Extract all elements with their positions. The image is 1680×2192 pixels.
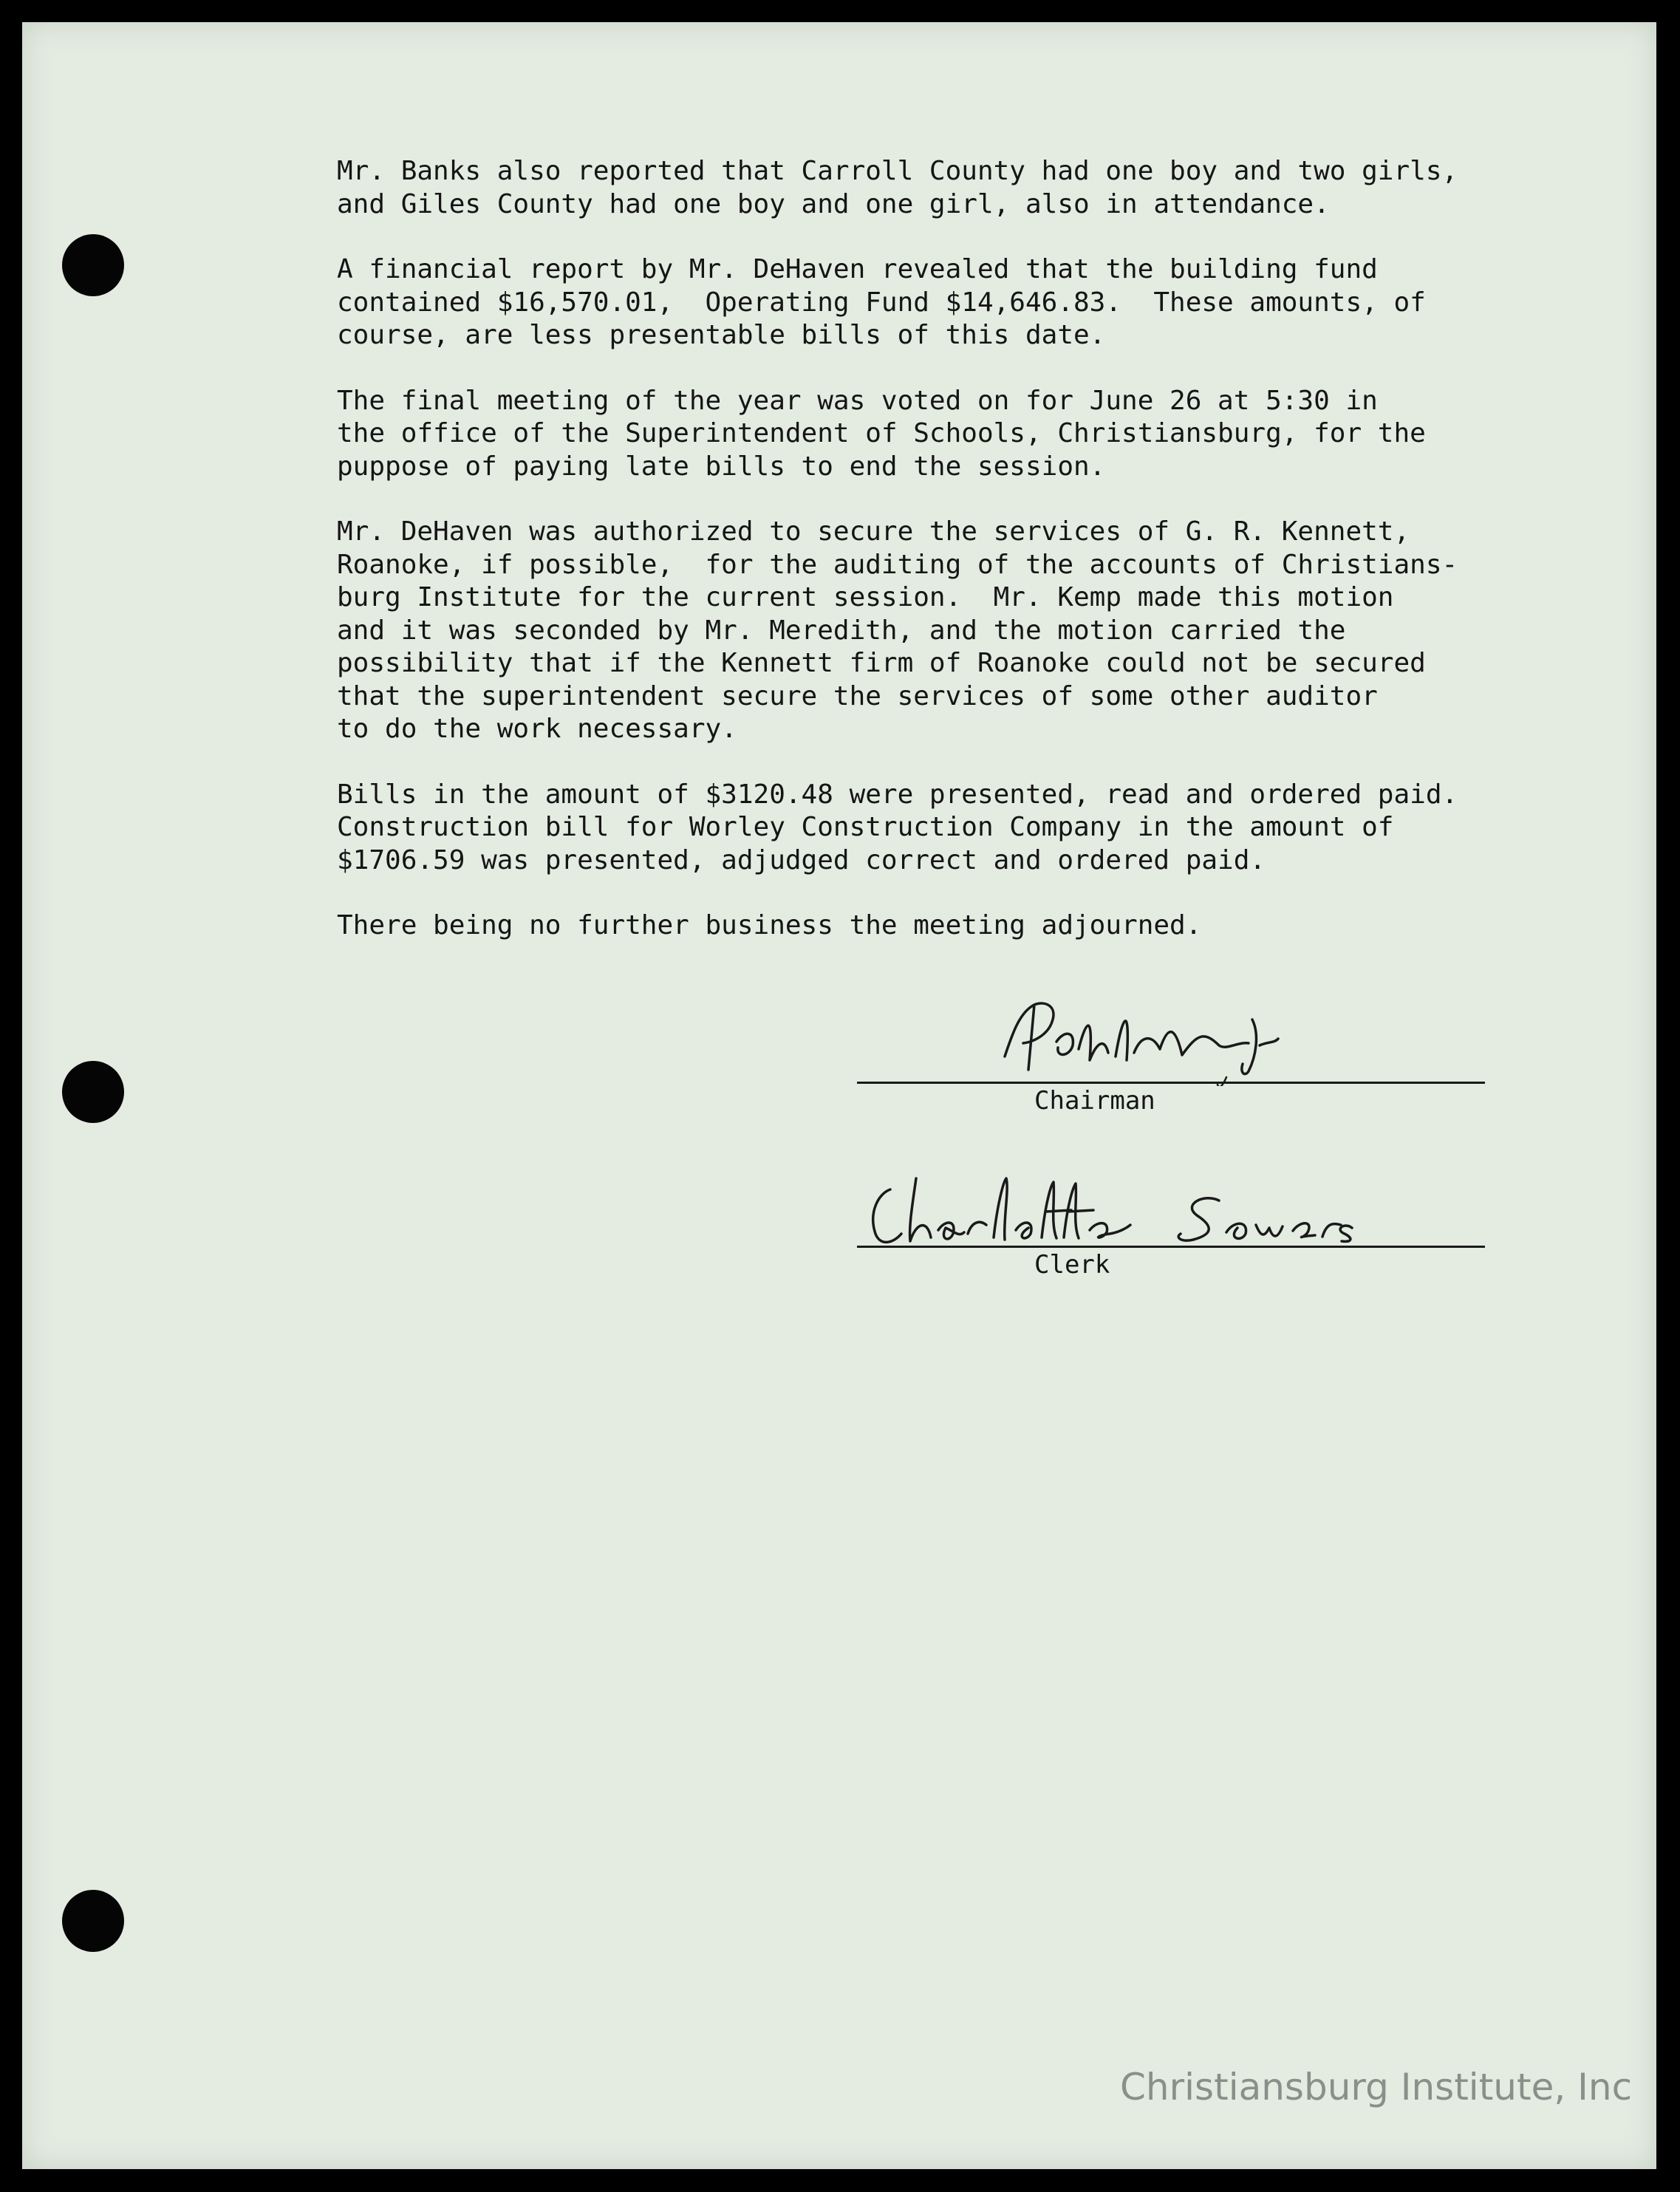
binder-hole: [62, 1061, 124, 1123]
chairman-signature: [835, 990, 1485, 1086]
text-line: possibility that if the Kennett firm of Roanoke could not be secured: [337, 648, 1426, 678]
text-line: $1706.59 was presented, adjudged correct and ordered paid.: [337, 844, 1266, 875]
paragraph-auditor: [337, 516, 1534, 746]
text-line: Mr. DeHaven was authorized to secure the services of G. R. Kennett,: [337, 516, 1410, 547]
signature-line: [857, 1082, 1485, 1084]
paragraph-attendance: [337, 155, 1534, 221]
binder-hole: [62, 1890, 124, 1952]
text-line: contained $16,570.01, Operating Fund $14,646.83. These amounts, of: [337, 287, 1426, 318]
text-line: Mr. Banks also reported that Carroll County had one boy and two girls,: [337, 156, 1458, 186]
binder-hole: [62, 234, 124, 296]
text-line: and it was seconded by Mr. Meredith, and the motion carried the: [337, 615, 1346, 646]
chairman-signature-block: [835, 990, 1485, 1116]
text-line: Construction bill for Worley Construction Company in the amount of: [337, 812, 1394, 842]
signature-line: [857, 1246, 1485, 1248]
clerk-signature: [835, 1160, 1485, 1256]
minutes-body: [337, 155, 1534, 975]
text-line: that the superintendent secure the services of some other auditor: [337, 680, 1378, 711]
paragraph-adjournment: [337, 909, 1534, 943]
text-line: Roanoke, if possible, for the auditing of the accounts of Christians-: [337, 549, 1458, 580]
text-line: A financial report by Mr. DeHaven revealed that the building fund: [337, 254, 1378, 284]
text-line: There being no further business the meeting adjourned.: [337, 910, 1202, 940]
paragraph-final-meeting: [337, 385, 1534, 484]
paragraph-bills: [337, 779, 1534, 878]
text-line: puppose of paying late bills to end the session.: [337, 451, 1106, 482]
paragraph-financial-report: [337, 253, 1534, 352]
text-line: Bills in the amount of $3120.48 were presented, read and ordered paid.: [337, 779, 1458, 810]
clerk-signature-block: [835, 1160, 1485, 1286]
text-line: burg Institute for the current session. Mr. Kemp made this motion: [337, 582, 1394, 612]
text-line: the office of the Superintendent of Schools, Christiansburg, for the: [337, 418, 1426, 448]
text-line: and Giles County had one boy and one girl, also in attendance.: [337, 188, 1330, 219]
chairman-caption: Chairman: [1034, 1086, 1155, 1116]
clerk-caption: Clerk: [1034, 1250, 1110, 1280]
text-line: to do the work necessary.: [337, 714, 737, 744]
text-line: The final meeting of the year was voted on for June 26 at 5:30 in: [337, 385, 1378, 416]
text-line: course, are less presentable bills of this date.: [337, 320, 1106, 350]
watermark: Christiansburg Institute, Inc: [1120, 2066, 1633, 2109]
